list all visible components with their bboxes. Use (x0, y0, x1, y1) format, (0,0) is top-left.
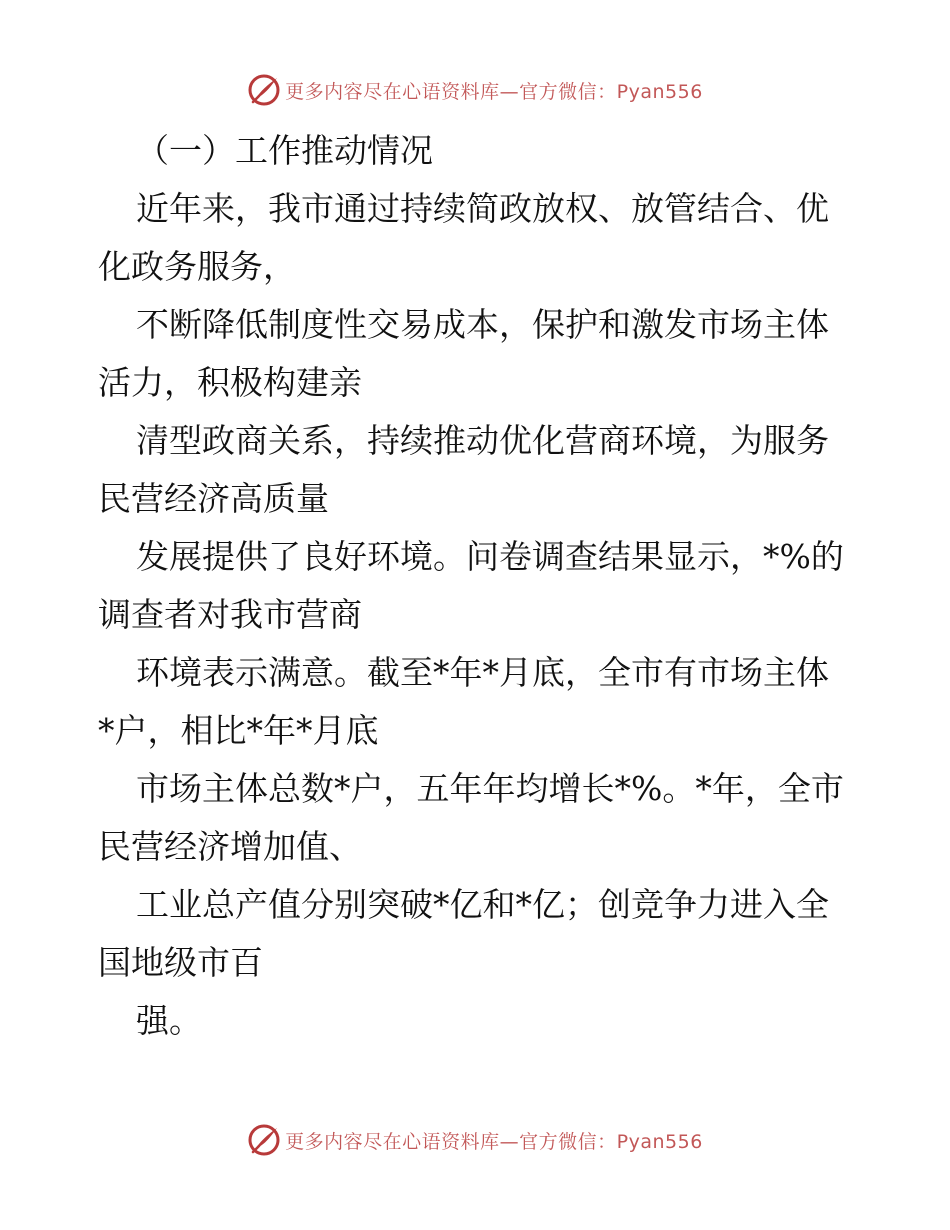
quill-feather-icon (247, 73, 281, 107)
watermark-text: 更多内容尽在心语资料库—官方微信：Pyan556 (285, 1130, 703, 1153)
quill-feather-icon (247, 1123, 281, 1157)
paragraph-line: 化政务服务， (98, 247, 296, 286)
section-heading: （一）工作推动情况 (136, 131, 433, 170)
footer-watermark (0, 1120, 950, 1160)
header-watermark (0, 70, 950, 110)
paragraph-line: 国地级市百 (98, 943, 263, 982)
watermark-text: 更多内容尽在心语资料库—官方微信：Pyan556 (285, 80, 703, 103)
paragraph-line: *户，相比*年*月底 (98, 711, 379, 750)
paragraph-line: 民营经济高质量 (98, 479, 329, 518)
paragraph-line: 清型政商关系，持续推动优化营商环境，为服务 (136, 421, 829, 460)
paragraph-line: 民营经济增加值、 (98, 827, 362, 866)
paragraph-line: 调查者对我市营商 (98, 595, 362, 634)
paragraph-line: 活力，积极构建亲 (98, 363, 362, 402)
paragraph-line: 不断降低制度性交易成本，保护和激发市场主体 (136, 305, 829, 344)
paragraph-line: 工业总产值分别突破*亿和*亿；创竞争力进入全 (136, 885, 829, 924)
paragraph-line: 发展提供了良好环境。问卷调查结果显示，*%的 (136, 537, 844, 576)
paragraph-line: 环境表示满意。截至*年*月底，全市有市场主体 (136, 653, 829, 692)
paragraph-line: 市场主体总数*户，五年年均增长*%。*年，全市 (136, 769, 844, 808)
paragraph-line: 强。 (136, 1001, 202, 1040)
paragraph-line: 近年来，我市通过持续简政放权、放管结合、优 (136, 189, 829, 228)
